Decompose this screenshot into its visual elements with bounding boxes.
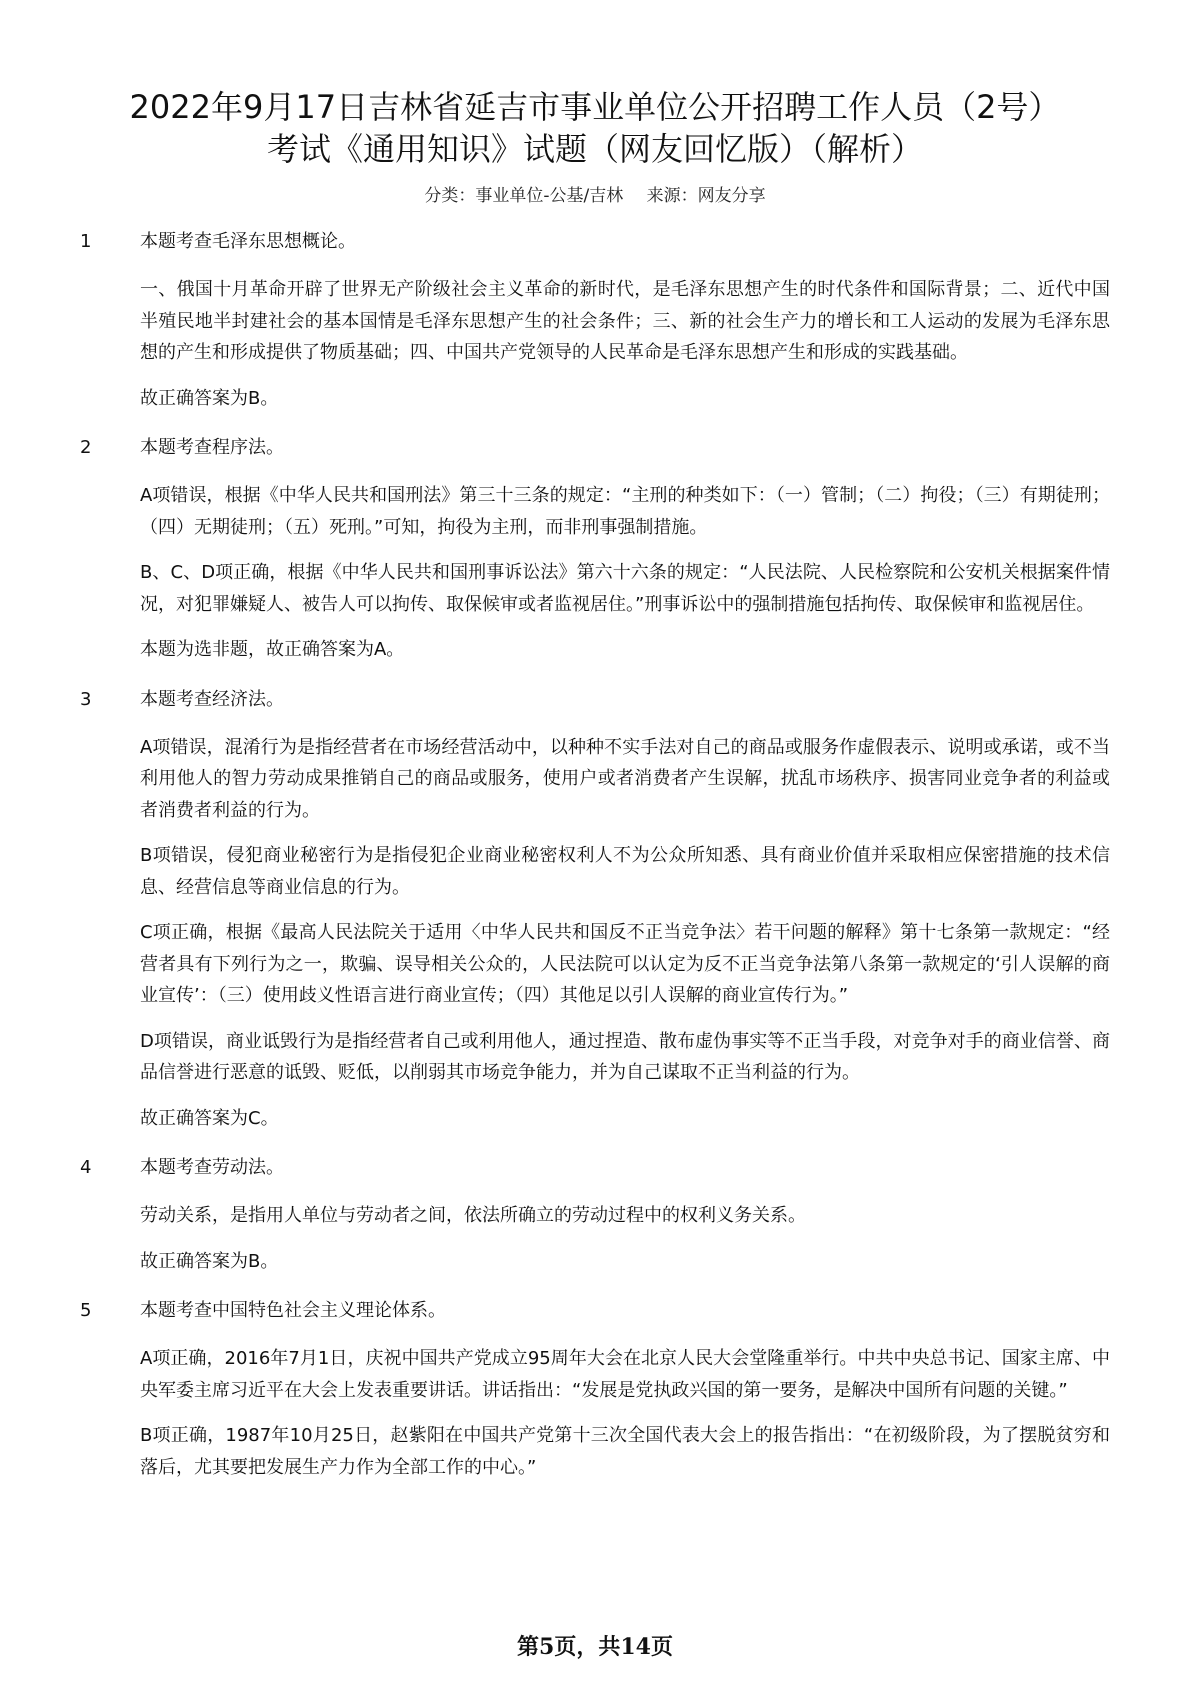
source-label: 来源：网友分享 [646,186,766,206]
explanation-paragraph: D项错误，商业诋毁行为是指经营者自己或利用他人，通过捏造、散布虚伪事实等不正当手段，对竞争对手的商业信誉、商品信誉进行恶意的诋毁、贬低，以削弱其市场竞争能力，并为自己谋取不正当利益的行为。 [140,1030,1110,1083]
question-block [80,1297,1110,1483]
question-topic: 本题考查劳动法。 [140,1157,284,1178]
question-block [80,434,1110,666]
question-topic: 本题考查中国特色社会主义理论体系。 [140,1300,446,1321]
question-body [140,1154,1110,1277]
question-block [80,1154,1110,1277]
question-number: 4 [80,1157,92,1178]
question-block [80,228,1110,414]
question-topic: 本题考查毛泽东思想概论。 [140,231,356,252]
explanation-paragraph: A项错误，根据《中华人民共和国刑法》第三十三条的规定：“主刑的种类如下：（一）管制；（二）拘役；（三）有期徒刑；（四）无期徒刑；（五）死刑。”可知，拘役为主刑，而非刑事强制措施。 [140,485,1110,538]
title-line-2: 考试《通用知识》试题（网友回忆版）（解析） [266,130,923,168]
explanation-paragraph: 一、俄国十月革命开辟了世界无产阶级社会主义革命的新时代，是毛泽东思想产生的时代条件和国际背景；二、近代中国半殖民地半封建社会的基本国情是毛泽东思想产生的社会条件；三、新的社会生产力的增长和工人运动的发展为毛泽东思想的产生和形成提供了物质基础；四、中国共产党领导的人民革命是毛泽东思想产生和形成的实践基础。 [140,279,1110,363]
question-topic: 本题考查程序法。 [140,437,284,458]
explanation-paragraph: B项正确，1987年10月25日，赵紫阳在中国共产党第十三次全国代表大会上的报告指出：“在初级阶段，为了摆脱贫穷和落后，尤其要把发展生产力作为全部工作的中心。” [140,1425,1110,1478]
page-number: 第5页，共14页 [517,1634,673,1660]
category-label: 分类：事业单位-公基/吉林 [424,186,624,206]
document-meta [0,184,1190,208]
question-body [140,434,1110,666]
questions-list [80,228,1110,1503]
explanation-paragraph: 故正确答案为B。 [140,387,279,409]
question-number: 3 [80,688,92,710]
question-body [140,1297,1110,1483]
explanation-paragraph: 故正确答案为B。 [140,1250,279,1272]
question-body [140,228,1110,414]
question-block [80,686,1110,1135]
explanation-paragraph: A项正确，2016年7月1日，庆祝中国共产党成立95周年大会在北京人民大会堂隆重举行。中共中央总书记、国家主席、中央军委主席习近平在大会上发表重要讲话。讲话指出：“发展是党执政兴国的第一要务，是解决中国所有问题的关键。” [140,1348,1110,1401]
document-title [60,86,1130,170]
explanation-paragraph: 劳动关系，是指用人单位与劳动者之间，依法所确立的劳动过程中的权利义务关系。 [140,1205,806,1226]
explanation-paragraph: C项正确，根据《最高人民法院关于适用〈中华人民共和国反不正当竞争法〉若干问题的解释》第十七条第一款规定：“经营者具有下列行为之一，欺骗、误导相关公众的，人民法院可以认定为反不正当竞争法第八条第一款规定的‘引人误解的商业宣传’：（三）使用歧义性语言进行商业宣传；（四）其他足以引人误解的商业宣传行为。” [140,922,1110,1006]
question-number: 2 [80,437,92,458]
question-number: 1 [80,231,92,252]
explanation-paragraph: 故正确答案为C。 [140,1107,279,1129]
explanation-paragraph: A项错误，混淆行为是指经营者在市场经营活动中，以种种不实手法对自己的商品或服务作虚假表示、说明或承诺，或不当利用他人的智力劳动成果推销自己的商品或服务，使用户或者消费者产生误解，扰乱市场秩序、损害同业竞争者的利益或者消费者利益的行为。 [140,736,1110,821]
question-body [140,686,1110,1135]
explanation-paragraph: 本题为选非题，故正确答案为A。 [140,639,405,660]
question-number: 5 [80,1300,92,1321]
title-line-1: 2022年9月17日吉林省延吉市事业单位公开招聘工作人员（2号） [129,88,1061,126]
explanation-paragraph: B、C、D项正确，根据《中华人民共和国刑事诉讼法》第六十六条的规定：“人民法院、人民检察院和公安机关根据案件情况，对犯罪嫌疑人、被告人可以拘传、取保候审或者监视居住。”刑事诉讼中的强制措施包括拘传、取保候审和监视居住。 [140,562,1110,615]
explanation-paragraph: B项错误，侵犯商业秘密行为是指侵犯企业商业秘密权利人不为公众所知悉、具有商业价值并采取相应保密措施的技术信息、经营信息等商业信息的行为。 [140,845,1110,898]
question-topic: 本题考查经济法。 [140,688,284,710]
